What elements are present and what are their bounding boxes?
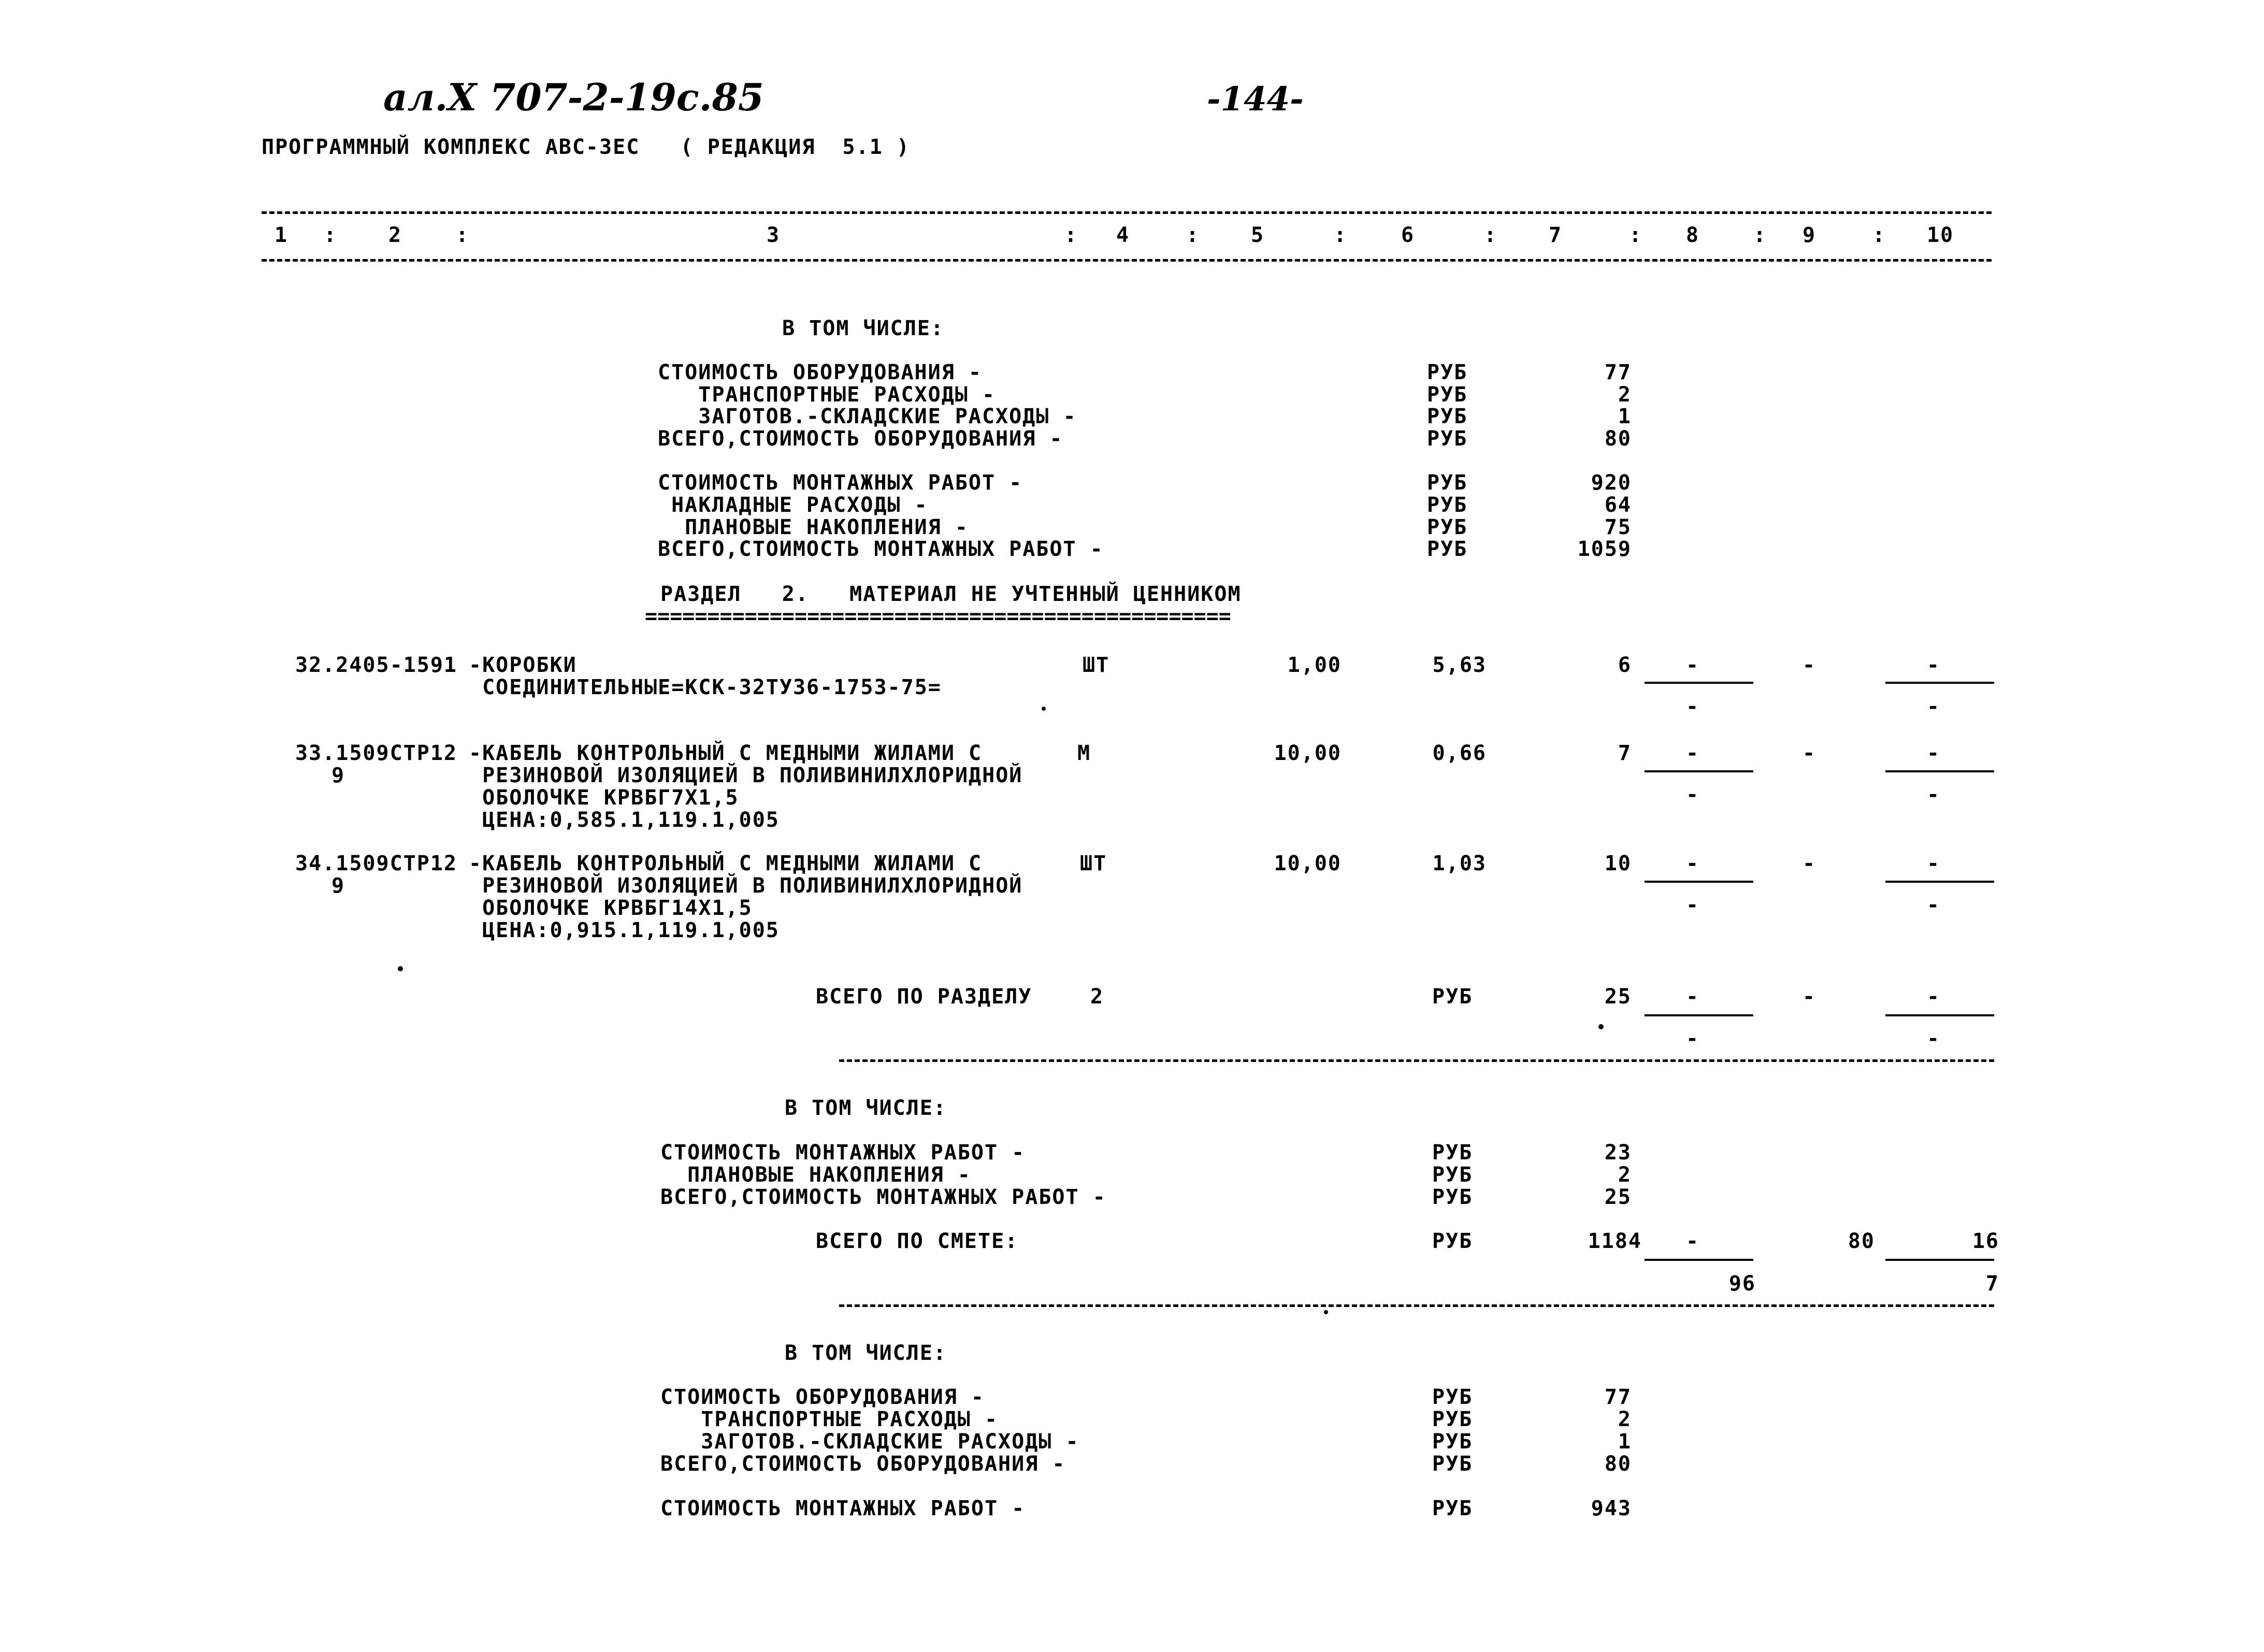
block1-unit: РУБ bbox=[1427, 493, 1468, 517]
block3-unit: РУБ bbox=[1432, 1452, 1473, 1476]
section-total-unit: РУБ bbox=[1432, 985, 1473, 1009]
col-header-9: 9 bbox=[1802, 223, 1816, 247]
item-col8: - bbox=[1686, 852, 1700, 875]
item-name: ЦЕНА:0,915.1,119.1,005 bbox=[469, 918, 780, 942]
block2-unit: РУБ bbox=[1432, 1185, 1473, 1209]
block1-value: 1059 bbox=[1577, 537, 1632, 561]
block2-label: ПЛАНОВЫЕ НАКОПЛЕНИЯ - bbox=[660, 1163, 971, 1187]
block3-label: ТРАНСПОРТНЫЕ РАСХОДЫ - bbox=[660, 1407, 999, 1431]
scan-speck bbox=[398, 966, 403, 971]
item-unit: М bbox=[1077, 741, 1091, 765]
item-col8-sub: - bbox=[1686, 783, 1700, 807]
block2-label: СТОИМОСТЬ МОНТАЖНЫХ РАБОТ - bbox=[660, 1141, 1026, 1165]
block1-unit: РУБ bbox=[1427, 471, 1468, 495]
album-stamp: ал.Х 707-2-19с.85 bbox=[383, 75, 764, 119]
block2-value: 2 bbox=[1618, 1163, 1632, 1187]
section-total-col8: - bbox=[1686, 985, 1700, 1009]
section-total-col10: - bbox=[1927, 985, 1941, 1009]
block3-value: 943 bbox=[1591, 1497, 1632, 1520]
block2-value: 25 bbox=[1604, 1185, 1632, 1209]
col-header-8: 8 bbox=[1686, 223, 1700, 247]
block2-value: 23 bbox=[1604, 1141, 1632, 1165]
block1-value: 2 bbox=[1618, 383, 1632, 407]
estimate-total-col10-sub: 7 bbox=[1985, 1272, 1999, 1296]
block3-unit: РУБ bbox=[1432, 1497, 1473, 1520]
item-name: СОЕДИНИТЕЛЬНЫЕ=КСК-32ТУ36-1753-75= bbox=[469, 676, 942, 699]
scan-speck bbox=[1598, 1024, 1604, 1029]
block3-unit: РУБ bbox=[1432, 1385, 1473, 1409]
item-unit: ШТ bbox=[1080, 852, 1107, 875]
block1-unit: РУБ bbox=[1427, 515, 1468, 539]
estimate-total-label: ВСЕГО ПО СМЕТЕ: bbox=[816, 1229, 1019, 1253]
item-col9: - bbox=[1802, 653, 1816, 677]
item-name: РЕЗИНОВОЙ ИЗОЛЯЦИЕЙ В ПОЛИВИНИЛХЛОРИДНОЙ bbox=[469, 764, 1023, 787]
estimate-total-value: 1184 bbox=[1588, 1229, 1642, 1253]
block1-unit: РУБ bbox=[1427, 427, 1468, 451]
estimate-total-unit: РУБ bbox=[1432, 1229, 1473, 1253]
item-price: 5,63 bbox=[1432, 653, 1487, 677]
item-code: 32.2405-1591 bbox=[295, 653, 457, 677]
item-price: 1,03 bbox=[1432, 852, 1487, 875]
block1-value: 64 bbox=[1604, 493, 1632, 517]
header-rule-bottom bbox=[262, 259, 1992, 262]
item-col10: - bbox=[1927, 653, 1941, 677]
program-title: ПРОГРАММНЫЙ КОМПЛЕКС АВС-ЗЕС ( РЕДАКЦИЯ 5.1 ) bbox=[262, 135, 910, 159]
estimate-total-col8-sub: 96 bbox=[1728, 1272, 1756, 1296]
item-name: -КАБЕЛЬ КОНТРОЛЬНЫЙ С МЕДНЫМИ ЖИЛАМИ С bbox=[469, 741, 983, 765]
block2-unit: РУБ bbox=[1432, 1163, 1473, 1187]
block2-label: ВСЕГО,СТОИМОСТЬ МОНТАЖНЫХ РАБОТ - bbox=[660, 1185, 1106, 1209]
estimate-total-col10: 16 bbox=[1972, 1229, 1999, 1253]
item-name: ОБОЛОЧКЕ КРВБГ14Х1,5 bbox=[469, 896, 753, 920]
item-name: -КОРОБКИ bbox=[469, 653, 577, 677]
block1-label: СТОИМОСТЬ ОБОРУДОВАНИЯ - bbox=[658, 361, 982, 384]
col-header-7: 7 bbox=[1549, 223, 1563, 247]
block3-heading: В ТОМ ЧИСЛЕ: bbox=[785, 1341, 947, 1365]
item-code-cont: 9 bbox=[331, 874, 345, 898]
item-name: -КАБЕЛЬ КОНТРОЛЬНЫЙ С МЕДНЫМИ ЖИЛАМИ С bbox=[469, 852, 983, 875]
item-total: 7 bbox=[1618, 741, 1632, 765]
item-qty: 10,00 bbox=[1274, 741, 1342, 765]
block1-label: ВСЕГО,СТОИМОСТЬ МОНТАЖНЫХ РАБОТ - bbox=[658, 537, 1104, 561]
block1-value: 75 bbox=[1604, 515, 1632, 539]
block1-label: НАКЛАДНЫЕ РАСХОДЫ - bbox=[658, 493, 928, 517]
col-header-5: 5 bbox=[1251, 223, 1265, 247]
block3-value: 2 bbox=[1618, 1407, 1632, 1431]
divider bbox=[839, 1304, 1994, 1307]
block1-value: 80 bbox=[1604, 427, 1632, 451]
item-col10-sub: - bbox=[1927, 893, 1941, 917]
scan-speck bbox=[1042, 707, 1046, 711]
block1-value: 920 bbox=[1591, 471, 1632, 495]
document-page: ал.Х 707-2-19с.85 -144- ПРОГРАММНЫЙ КОМПЛЕКС АВС-ЗЕС ( РЕДАКЦИЯ 5.1 ) 1 : 2 : 3 : 4 : 5 : 6 : 7 : 8 : 9 : 10 В ТОМ ЧИСЛЕ: СТОИМОСТЬ ОБОРУДОВАНИЯ - РУБ 77 ТРАНСПОРТНЫЕ РАСХОДЫ - РУБ 2 ЗАГОТОВ.-СКЛАДСКИЕ РАСХОДЫ - РУБ 1 ВСЕГО,СТОИМОСТЬ ОБОРУДОВАНИЯ - РУБ 80 СТОИМОСТЬ МОНТАЖНЫХ РАБОТ - РУБ 920 НАКЛАДНЫЕ РАСХОДЫ - РУБ 64 ПЛАНОВЫЕ НАКОПЛЕНИЯ - РУБ 75 ВСЕГО,СТОИМОСТЬ МОНТАЖНЫХ РАБОТ - РУБ 1059 РАЗДЕЛ 2. МАТЕРИАЛ НЕ УЧТЕННЫЙ ЦЕННИКОМ =============================================== 32.2405-1591 -КОРОБКИ СОЕДИНИТЕЛЬНЫЕ=КСК-32ТУ36-1753-75= ШТ 1,00 5,63 6 - - - - - 33.1509СТР12 9 -КАБЕЛЬ КОНТРОЛЬНЫЙ С МЕДНЫМИ ЖИЛАМИ С РЕЗИНОВОЙ ИЗОЛЯЦИЕЙ В ПОЛИВИНИЛХЛОРИДНОЙ ОБОЛОЧКЕ КРВБГ7Х1,5 ЦЕНА:0,585.1,119.1,005 М 10,00 0,66 7 - - - - - 34.1509СТР12 9 -КАБЕЛЬ КОНТРОЛЬНЫЙ С МЕДНЫМИ ЖИЛАМИ С РЕЗИНОВОЙ ИЗОЛЯЦИЕЙ В ПОЛИВИНИЛХЛОРИДНОЙ ОБОЛОЧКЕ КРВБГ14Х1,5 ЦЕНА:0,915.1,119.1,005 ШТ 10,00 1,03 10 - - - - - ВСЕГО ПО РАЗДЕЛУ 2 РУБ 25 - - - - - В ТОМ ЧИСЛЕ: СТОИМОСТЬ МОНТАЖНЫХ РАБОТ - РУБ 23 ПЛАНОВЫЕ НАКОПЛЕНИЯ - РУБ 2 ВСЕГО,СТОИМОСТЬ МОНТАЖНЫХ РАБОТ - РУБ 25 ВСЕГО ПО СМЕТЕ: РУБ 1184 - 80 16 96 7 В ТОМ ЧИСЛЕ: СТОИМОСТЬ ОБОРУДОВАНИЯ - РУБ 77 ТРАНСПОРТНЫЕ РАСХОДЫ - РУБ 2 ЗАГОТОВ.-СКЛАДСКИЕ РАСХОДЫ - РУБ 1 ВСЕГО,СТОИМОСТЬ ОБОРУДОВАНИЯ - РУБ 80 СТОИМОСТЬ МОНТАЖНЫХ РАБОТ - РУБ 943 bbox=[262, 75, 1999, 1520]
item-code-cont: 9 bbox=[331, 764, 345, 787]
block3-label: ЗАГОТОВ.-СКЛАДСКИЕ РАСХОДЫ - bbox=[660, 1430, 1079, 1454]
item-col8: - bbox=[1686, 653, 1700, 677]
block1-label: ТРАНСПОРТНЫЕ РАСХОДЫ - bbox=[658, 383, 996, 407]
item-col10: - bbox=[1927, 852, 1941, 875]
estimate-total-col9: 80 bbox=[1848, 1229, 1875, 1253]
block1-value: 77 bbox=[1604, 361, 1632, 384]
block3-label: СТОИМОСТЬ МОНТАЖНЫХ РАБОТ - bbox=[660, 1497, 1026, 1520]
block3-value: 77 bbox=[1604, 1385, 1632, 1409]
block3-label: СТОИМОСТЬ ОБОРУДОВАНИЯ - bbox=[660, 1385, 985, 1409]
col-header-3: 3 bbox=[767, 223, 781, 247]
block1-unit: РУБ bbox=[1427, 405, 1468, 428]
item-unit: ШТ bbox=[1083, 653, 1110, 677]
page-number: -144- bbox=[1207, 80, 1304, 119]
block1-label: ВСЕГО,СТОИМОСТЬ ОБОРУДОВАНИЯ - bbox=[658, 427, 1063, 451]
block3-label: ВСЕГО,СТОИМОСТЬ ОБОРУДОВАНИЯ - bbox=[660, 1452, 1066, 1476]
col-header-2: 2 bbox=[388, 223, 402, 247]
section-total-col8-sub: - bbox=[1686, 1027, 1700, 1051]
estimate-total-col8: - bbox=[1686, 1229, 1700, 1253]
section-title: РАЗДЕЛ 2. МАТЕРИАЛ НЕ УЧТЕННЫЙ ЦЕННИКОМ bbox=[660, 582, 1242, 606]
block1-unit: РУБ bbox=[1427, 537, 1468, 561]
col-header-10: 10 bbox=[1927, 223, 1954, 247]
divider bbox=[839, 1059, 1994, 1062]
block1-unit: РУБ bbox=[1427, 383, 1468, 407]
item-col10: - bbox=[1927, 741, 1941, 765]
item-col8-sub: - bbox=[1686, 893, 1700, 917]
item-col8-sub: - bbox=[1686, 695, 1700, 719]
header-rule-top bbox=[262, 211, 1992, 214]
item-col9: - bbox=[1802, 741, 1816, 765]
item-col8: - bbox=[1686, 741, 1700, 765]
block2-heading: В ТОМ ЧИСЛЕ: bbox=[785, 1096, 947, 1120]
block1-label: ПЛАНОВЫЕ НАКОПЛЕНИЯ - bbox=[658, 515, 969, 539]
block3-value: 1 bbox=[1618, 1430, 1632, 1454]
block3-unit: РУБ bbox=[1432, 1430, 1473, 1454]
item-name: РЕЗИНОВОЙ ИЗОЛЯЦИЕЙ В ПОЛИВИНИЛХЛОРИДНОЙ bbox=[469, 874, 1023, 898]
item-col9: - bbox=[1802, 852, 1816, 875]
block1-label: СТОИМОСТЬ МОНТАЖНЫХ РАБОТ - bbox=[658, 471, 1023, 495]
item-name: ОБОЛОЧКЕ КРВБГ7Х1,5 bbox=[469, 786, 739, 810]
block3-value: 80 bbox=[1604, 1452, 1632, 1476]
section-total-col9: - bbox=[1802, 985, 1816, 1009]
section-total-label: ВСЕГО ПО РАЗДЕЛУ bbox=[816, 985, 1032, 1009]
block2-unit: РУБ bbox=[1432, 1141, 1473, 1165]
col-header-1: 1 bbox=[275, 223, 289, 247]
section-total-col10-sub: - bbox=[1927, 1027, 1941, 1051]
item-code: 34.1509СТР12 bbox=[295, 852, 457, 875]
item-qty: 10,00 bbox=[1274, 852, 1342, 875]
block3-unit: РУБ bbox=[1432, 1407, 1473, 1431]
item-col10-sub: - bbox=[1927, 695, 1941, 719]
block1-unit: РУБ bbox=[1427, 361, 1468, 384]
item-code: 33.1509СТР12 bbox=[295, 741, 457, 765]
item-name: ЦЕНА:0,585.1,119.1,005 bbox=[469, 808, 780, 832]
section-total-value: 25 bbox=[1604, 985, 1632, 1009]
scan-speck bbox=[1324, 1310, 1328, 1314]
item-total: 10 bbox=[1604, 852, 1632, 875]
block1-value: 1 bbox=[1618, 405, 1632, 428]
block1-heading: В ТОМ ЧИСЛЕ: bbox=[782, 317, 944, 340]
section-total-count: 2 bbox=[1090, 985, 1104, 1009]
item-col10-sub: - bbox=[1927, 783, 1941, 807]
block1-label: ЗАГОТОВ.-СКЛАДСКИЕ РАСХОДЫ - bbox=[658, 405, 1077, 428]
item-qty: 1,00 bbox=[1287, 653, 1342, 677]
col-header-6: 6 bbox=[1401, 223, 1415, 247]
item-price: 0,66 bbox=[1432, 741, 1487, 765]
col-header-4: 4 bbox=[1116, 223, 1130, 247]
section-underline: =============================================== bbox=[645, 605, 1231, 628]
item-total: 6 bbox=[1618, 653, 1632, 677]
